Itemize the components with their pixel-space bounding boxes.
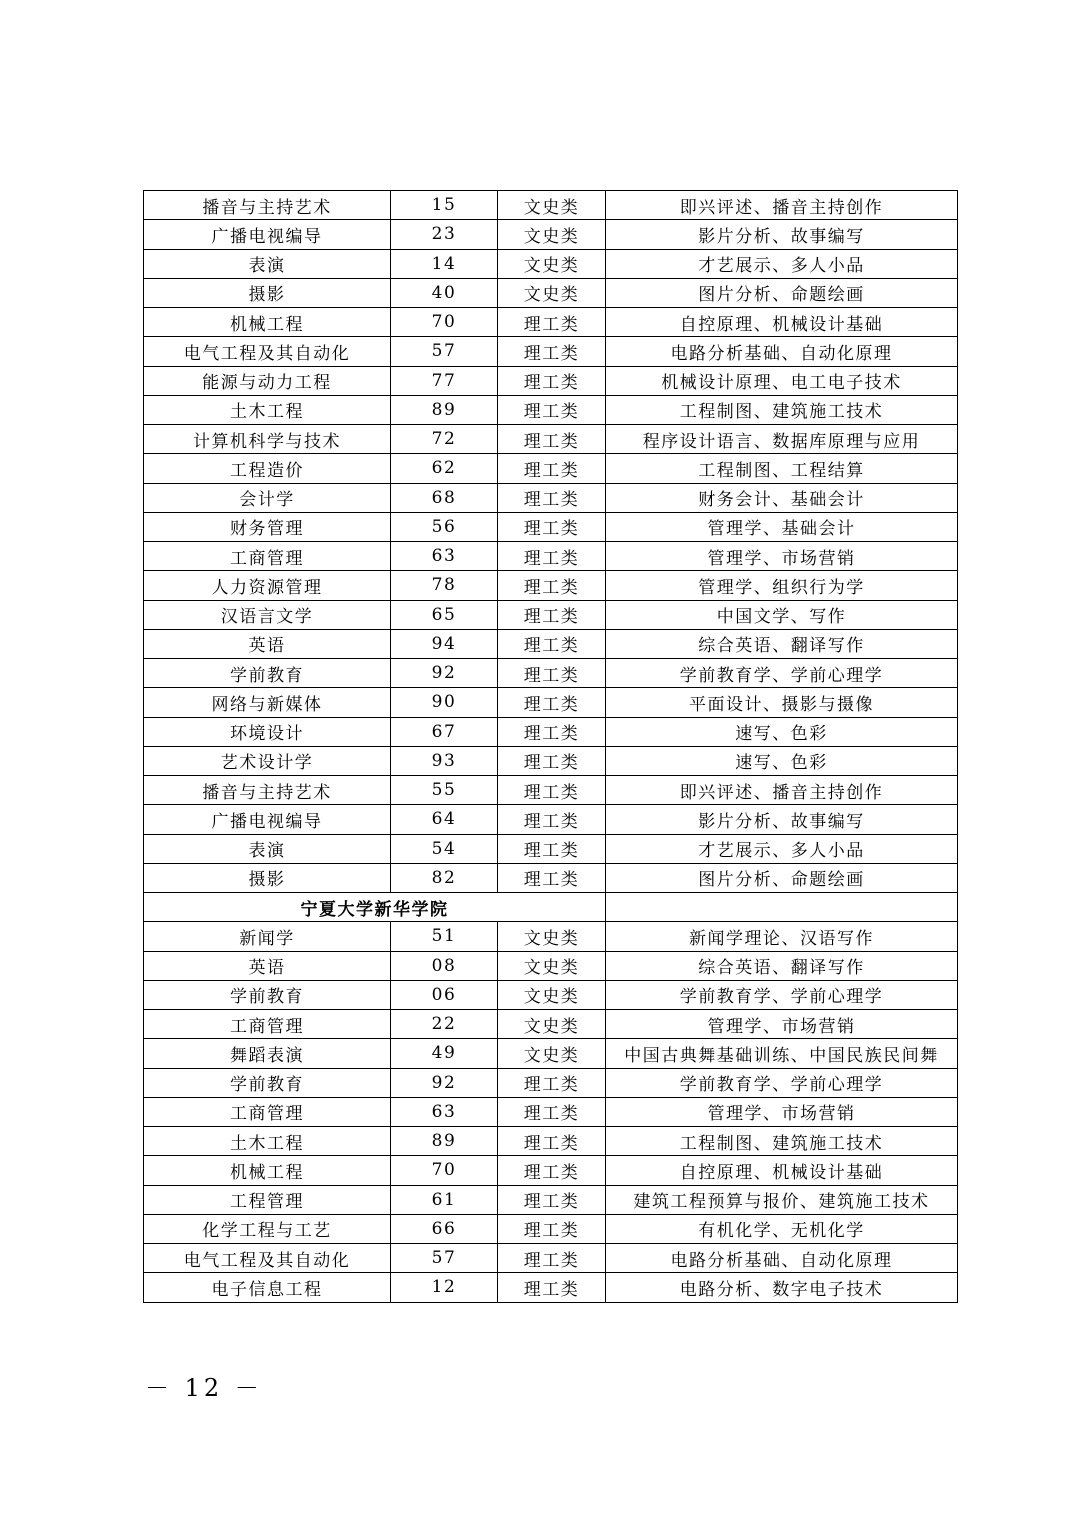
subjects-cell: 管理学、市场营销 bbox=[606, 1010, 958, 1039]
category-cell: 文史类 bbox=[498, 191, 606, 220]
subjects-cell: 影片分析、故事编写 bbox=[606, 220, 958, 249]
major-cell: 能源与动力工程 bbox=[144, 366, 391, 395]
table-row bbox=[144, 483, 958, 512]
code-cell: 64 bbox=[391, 805, 498, 834]
subjects-cell: 图片分析、命题绘画 bbox=[606, 278, 958, 307]
subjects-cell: 图片分析、命题绘画 bbox=[606, 863, 958, 892]
subjects-cell: 速写、色彩 bbox=[606, 746, 958, 775]
major-cell: 学前教育 bbox=[144, 1068, 391, 1097]
code-cell: 57 bbox=[391, 337, 498, 366]
category-cell: 理工类 bbox=[498, 1127, 606, 1156]
code-cell: 23 bbox=[391, 220, 498, 249]
page-number: － 12 － bbox=[145, 1374, 263, 1402]
category-cell: 理工类 bbox=[498, 483, 606, 512]
code-cell: 06 bbox=[391, 980, 498, 1009]
major-cell: 电子信息工程 bbox=[144, 1273, 391, 1302]
table-row bbox=[144, 366, 958, 395]
major-cell: 会计学 bbox=[144, 483, 391, 512]
category-cell: 理工类 bbox=[498, 746, 606, 775]
table-row bbox=[144, 1010, 958, 1039]
subjects-cell: 机械设计原理、电工电子技术 bbox=[606, 366, 958, 395]
subjects-cell: 才艺展示、多人小品 bbox=[606, 834, 958, 863]
table-row bbox=[144, 1156, 958, 1185]
category-cell: 理工类 bbox=[498, 395, 606, 424]
major-cell: 摄影 bbox=[144, 863, 391, 892]
code-cell: 40 bbox=[391, 278, 498, 307]
category-cell: 理工类 bbox=[498, 1156, 606, 1185]
major-cell: 学前教育 bbox=[144, 659, 391, 688]
category-cell: 文史类 bbox=[498, 1010, 606, 1039]
subjects-cell: 财务会计、基础会计 bbox=[606, 483, 958, 512]
table-row bbox=[144, 1039, 958, 1068]
table-row bbox=[144, 542, 958, 571]
category-cell: 理工类 bbox=[498, 308, 606, 337]
code-cell: 08 bbox=[391, 951, 498, 980]
subjects-cell: 即兴评述、播音主持创作 bbox=[606, 191, 958, 220]
category-cell: 文史类 bbox=[498, 220, 606, 249]
subjects-cell: 管理学、组织行为学 bbox=[606, 571, 958, 600]
subjects-cell: 学前教育学、学前心理学 bbox=[606, 980, 958, 1009]
table-row bbox=[144, 220, 958, 249]
section-title-empty-cell bbox=[606, 893, 958, 922]
table-row bbox=[144, 805, 958, 834]
table-row bbox=[144, 1068, 958, 1097]
category-cell: 理工类 bbox=[498, 600, 606, 629]
subjects-cell: 才艺展示、多人小品 bbox=[606, 249, 958, 278]
subjects-cell: 电路分析、数字电子技术 bbox=[606, 1273, 958, 1302]
category-cell: 理工类 bbox=[498, 688, 606, 717]
major-cell: 网络与新媒体 bbox=[144, 688, 391, 717]
major-cell: 表演 bbox=[144, 834, 391, 863]
code-cell: 68 bbox=[391, 483, 498, 512]
major-cell: 学前教育 bbox=[144, 980, 391, 1009]
code-cell: 82 bbox=[391, 863, 498, 892]
table-row bbox=[144, 337, 958, 366]
category-cell: 文史类 bbox=[498, 1039, 606, 1068]
major-cell: 英语 bbox=[144, 951, 391, 980]
major-cell: 新闻学 bbox=[144, 922, 391, 951]
major-cell: 电气工程及其自动化 bbox=[144, 1244, 391, 1273]
category-cell: 理工类 bbox=[498, 805, 606, 834]
subjects-cell: 中国古典舞基础训练、中国民族民间舞 bbox=[606, 1039, 958, 1068]
category-cell: 理工类 bbox=[498, 1244, 606, 1273]
subjects-cell: 自控原理、机械设计基础 bbox=[606, 1156, 958, 1185]
major-cell: 英语 bbox=[144, 629, 391, 658]
subjects-cell: 有机化学、无机化学 bbox=[606, 1214, 958, 1243]
section-header-row bbox=[144, 893, 958, 922]
subjects-cell: 学前教育学、学前心理学 bbox=[606, 659, 958, 688]
major-cell: 机械工程 bbox=[144, 1156, 391, 1185]
category-cell: 文史类 bbox=[498, 980, 606, 1009]
code-cell: 90 bbox=[391, 688, 498, 717]
table-row bbox=[144, 191, 958, 220]
category-cell: 文史类 bbox=[498, 951, 606, 980]
code-cell: 54 bbox=[391, 834, 498, 863]
category-cell: 理工类 bbox=[498, 659, 606, 688]
subjects-cell: 建筑工程预算与报价、建筑施工技术 bbox=[606, 1185, 958, 1214]
category-cell: 理工类 bbox=[498, 512, 606, 541]
code-cell: 72 bbox=[391, 425, 498, 454]
code-cell: 22 bbox=[391, 1010, 498, 1039]
category-cell: 文史类 bbox=[498, 249, 606, 278]
subjects-cell: 工程制图、建筑施工技术 bbox=[606, 395, 958, 424]
subjects-cell: 中国文学、写作 bbox=[606, 600, 958, 629]
table-row bbox=[144, 1127, 958, 1156]
table-row bbox=[144, 1214, 958, 1243]
code-cell: 77 bbox=[391, 366, 498, 395]
table-row bbox=[144, 688, 958, 717]
code-cell: 78 bbox=[391, 571, 498, 600]
subjects-cell: 电路分析基础、自动化原理 bbox=[606, 337, 958, 366]
category-cell: 理工类 bbox=[498, 1214, 606, 1243]
category-cell: 理工类 bbox=[498, 629, 606, 658]
code-cell: 92 bbox=[391, 659, 498, 688]
subjects-cell: 学前教育学、学前心理学 bbox=[606, 1068, 958, 1097]
category-cell: 理工类 bbox=[498, 542, 606, 571]
code-cell: 67 bbox=[391, 717, 498, 746]
code-cell: 55 bbox=[391, 776, 498, 805]
subjects-cell: 管理学、市场营销 bbox=[606, 542, 958, 571]
major-cell: 电气工程及其自动化 bbox=[144, 337, 391, 366]
table-row bbox=[144, 980, 958, 1009]
category-cell: 理工类 bbox=[498, 366, 606, 395]
table-row bbox=[144, 600, 958, 629]
code-cell: 63 bbox=[391, 1097, 498, 1126]
major-cell: 化学工程与工艺 bbox=[144, 1214, 391, 1243]
major-cell: 汉语言文学 bbox=[144, 600, 391, 629]
table-row bbox=[144, 1097, 958, 1126]
subjects-cell: 工程制图、建筑施工技术 bbox=[606, 1127, 958, 1156]
category-cell: 理工类 bbox=[498, 337, 606, 366]
subjects-cell: 即兴评述、播音主持创作 bbox=[606, 776, 958, 805]
major-cell: 工商管理 bbox=[144, 542, 391, 571]
table-body bbox=[144, 191, 958, 1303]
table-row bbox=[144, 571, 958, 600]
subjects-cell: 速写、色彩 bbox=[606, 717, 958, 746]
subjects-cell: 管理学、基础会计 bbox=[606, 512, 958, 541]
table-row bbox=[144, 1273, 958, 1302]
major-cell: 摄影 bbox=[144, 278, 391, 307]
code-cell: 51 bbox=[391, 922, 498, 951]
major-cell: 工商管理 bbox=[144, 1010, 391, 1039]
category-cell: 理工类 bbox=[498, 1097, 606, 1126]
major-cell: 人力资源管理 bbox=[144, 571, 391, 600]
category-cell: 理工类 bbox=[498, 454, 606, 483]
code-cell: 70 bbox=[391, 308, 498, 337]
subjects-cell: 综合英语、翻译写作 bbox=[606, 629, 958, 658]
major-cell: 土木工程 bbox=[144, 1127, 391, 1156]
major-cell: 工程造价 bbox=[144, 454, 391, 483]
code-cell: 14 bbox=[391, 249, 498, 278]
table-row bbox=[144, 395, 958, 424]
table-row bbox=[144, 454, 958, 483]
category-cell: 理工类 bbox=[498, 425, 606, 454]
table-row bbox=[144, 249, 958, 278]
table-row bbox=[144, 776, 958, 805]
table-row bbox=[144, 717, 958, 746]
major-cell: 工程管理 bbox=[144, 1185, 391, 1214]
table-row bbox=[144, 1185, 958, 1214]
category-cell: 理工类 bbox=[498, 1185, 606, 1214]
code-cell: 66 bbox=[391, 1214, 498, 1243]
major-cell: 计算机科学与技术 bbox=[144, 425, 391, 454]
major-cell: 广播电视编导 bbox=[144, 220, 391, 249]
category-cell: 理工类 bbox=[498, 571, 606, 600]
major-cell: 工商管理 bbox=[144, 1097, 391, 1126]
code-cell: 94 bbox=[391, 629, 498, 658]
code-cell: 12 bbox=[391, 1273, 498, 1302]
category-cell: 理工类 bbox=[498, 1068, 606, 1097]
category-cell: 理工类 bbox=[498, 863, 606, 892]
subjects-cell: 自控原理、机械设计基础 bbox=[606, 308, 958, 337]
major-cell: 机械工程 bbox=[144, 308, 391, 337]
table-row bbox=[144, 278, 958, 307]
table-row bbox=[144, 834, 958, 863]
subjects-cell: 管理学、市场营销 bbox=[606, 1097, 958, 1126]
major-cell: 财务管理 bbox=[144, 512, 391, 541]
code-cell: 70 bbox=[391, 1156, 498, 1185]
major-cell: 表演 bbox=[144, 249, 391, 278]
code-cell: 92 bbox=[391, 1068, 498, 1097]
table-row bbox=[144, 512, 958, 541]
major-cell: 土木工程 bbox=[144, 395, 391, 424]
admissions-table-container bbox=[143, 190, 957, 1303]
admissions-table bbox=[143, 190, 958, 1303]
major-cell: 环境设计 bbox=[144, 717, 391, 746]
table-row bbox=[144, 746, 958, 775]
code-cell: 62 bbox=[391, 454, 498, 483]
subjects-cell: 电路分析基础、自动化原理 bbox=[606, 1244, 958, 1273]
table-row bbox=[144, 629, 958, 658]
major-cell: 播音与主持艺术 bbox=[144, 191, 391, 220]
major-cell: 播音与主持艺术 bbox=[144, 776, 391, 805]
table-row bbox=[144, 951, 958, 980]
code-cell: 61 bbox=[391, 1185, 498, 1214]
category-cell: 理工类 bbox=[498, 1273, 606, 1302]
major-cell: 艺术设计学 bbox=[144, 746, 391, 775]
code-cell: 93 bbox=[391, 746, 498, 775]
table-row bbox=[144, 1244, 958, 1273]
major-cell: 舞蹈表演 bbox=[144, 1039, 391, 1068]
category-cell: 理工类 bbox=[498, 834, 606, 863]
subjects-cell: 综合英语、翻译写作 bbox=[606, 951, 958, 980]
code-cell: 15 bbox=[391, 191, 498, 220]
category-cell: 理工类 bbox=[498, 776, 606, 805]
code-cell: 57 bbox=[391, 1244, 498, 1273]
code-cell: 89 bbox=[391, 395, 498, 424]
subjects-cell: 平面设计、摄影与摄像 bbox=[606, 688, 958, 717]
table-row bbox=[144, 425, 958, 454]
table-row bbox=[144, 863, 958, 892]
code-cell: 49 bbox=[391, 1039, 498, 1068]
table-row bbox=[144, 308, 958, 337]
code-cell: 63 bbox=[391, 542, 498, 571]
code-cell: 65 bbox=[391, 600, 498, 629]
major-cell: 广播电视编导 bbox=[144, 805, 391, 834]
subjects-cell: 程序设计语言、数据库原理与应用 bbox=[606, 425, 958, 454]
table-row bbox=[144, 922, 958, 951]
subjects-cell: 新闻学理论、汉语写作 bbox=[606, 922, 958, 951]
section-title: 宁夏大学新华学院 bbox=[144, 893, 606, 922]
category-cell: 理工类 bbox=[498, 717, 606, 746]
subjects-cell: 影片分析、故事编写 bbox=[606, 805, 958, 834]
category-cell: 文史类 bbox=[498, 922, 606, 951]
table-row bbox=[144, 659, 958, 688]
code-cell: 89 bbox=[391, 1127, 498, 1156]
category-cell: 文史类 bbox=[498, 278, 606, 307]
code-cell: 56 bbox=[391, 512, 498, 541]
subjects-cell: 工程制图、工程结算 bbox=[606, 454, 958, 483]
